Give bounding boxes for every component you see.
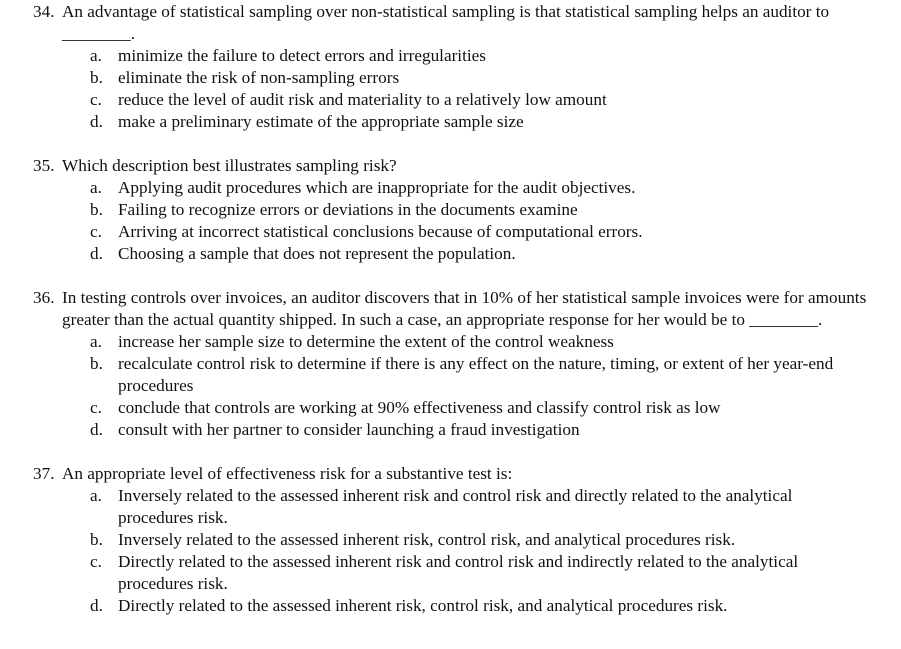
option-a xyxy=(0,45,901,67)
option-text: minimize the failure to detect errors and irregularities xyxy=(118,46,486,65)
option-letter: d. xyxy=(90,112,103,131)
option-a xyxy=(0,177,901,199)
question-stem xyxy=(0,463,901,485)
option-b xyxy=(0,529,901,551)
option-text: Choosing a sample that does not represent the population. xyxy=(118,244,516,263)
option-c xyxy=(0,89,901,111)
option-d xyxy=(0,243,901,265)
option-text: make a preliminary estimate of the appropriate sample size xyxy=(118,112,524,131)
option-text: Arriving at incorrect statistical conclusions because of computational errors. xyxy=(118,222,643,241)
question-text: Which description best illustrates sampling risk? xyxy=(62,156,397,175)
option-letter: c. xyxy=(90,552,102,571)
option-letter: a. xyxy=(90,486,102,505)
question-34 xyxy=(0,1,901,133)
question-stem xyxy=(0,155,901,177)
option-letter: c. xyxy=(90,398,102,417)
question-36 xyxy=(0,287,901,441)
option-letter: a. xyxy=(90,332,102,351)
option-letter: a. xyxy=(90,46,102,65)
option-letter: d. xyxy=(90,420,103,439)
option-c xyxy=(0,551,901,595)
question-text: An appropriate level of effectiveness risk for a substantive test is: xyxy=(62,464,513,483)
question-number: 37. xyxy=(33,464,55,483)
option-text: eliminate the risk of non-sampling errors xyxy=(118,68,400,87)
option-text: consult with her partner to consider launching a fraud investigation xyxy=(118,420,580,439)
option-c xyxy=(0,221,901,243)
question-number: 34. xyxy=(33,2,55,21)
option-text: Applying audit procedures which are inappropriate for the audit objectives. xyxy=(118,178,636,197)
option-text: reduce the level of audit risk and materiality to a relatively low amount xyxy=(118,90,607,109)
option-c xyxy=(0,397,901,419)
option-d xyxy=(0,595,901,617)
option-d xyxy=(0,111,901,133)
option-text: Failing to recognize errors or deviations in the documents examine xyxy=(118,200,578,219)
question-stem xyxy=(0,287,901,331)
option-text: Directly related to the assessed inherent risk and control risk and indirectly related to the analytical procedures risk. xyxy=(118,552,799,593)
option-text: conclude that controls are working at 90% effectiveness and classify control risk as low xyxy=(118,398,721,417)
question-37 xyxy=(0,463,901,617)
option-text: recalculate control risk to determine if there is any effect on the nature, timing, or extent of her year-end procedures xyxy=(118,354,834,395)
option-letter: b. xyxy=(90,354,103,373)
option-b xyxy=(0,67,901,89)
option-b xyxy=(0,199,901,221)
option-text: increase her sample size to determine the extent of the control weakness xyxy=(118,332,614,351)
option-text: Inversely related to the assessed inherent risk and control risk and directly related to the analytical procedures risk. xyxy=(118,486,793,527)
question-number: 35. xyxy=(33,156,55,175)
option-text: Inversely related to the assessed inherent risk, control risk, and analytical procedures risk. xyxy=(118,530,736,549)
question-stem xyxy=(0,1,901,45)
option-letter: d. xyxy=(90,596,103,615)
option-a xyxy=(0,485,901,529)
option-letter: b. xyxy=(90,530,103,549)
option-text: Directly related to the assessed inherent risk, control risk, and analytical procedures risk. xyxy=(118,596,728,615)
option-a xyxy=(0,331,901,353)
option-letter: c. xyxy=(90,222,102,241)
option-letter: c. xyxy=(90,90,102,109)
question-text: In testing controls over invoices, an auditor discovers that in 10% of her statistical sample invoices were for amounts greater than the actual quantity shipped. In such a case, an appropriate response for her would be to ________. xyxy=(62,288,867,329)
option-b xyxy=(0,353,901,397)
question-text: An advantage of statistical sampling over non-statistical sampling is that statistical sampling helps an auditor to ________. xyxy=(62,2,830,43)
question-35 xyxy=(0,155,901,265)
option-letter: a. xyxy=(90,178,102,197)
option-letter: b. xyxy=(90,200,103,219)
option-letter: b. xyxy=(90,68,103,87)
question-number: 36. xyxy=(33,288,55,307)
option-d xyxy=(0,419,901,441)
option-letter: d. xyxy=(90,244,103,263)
